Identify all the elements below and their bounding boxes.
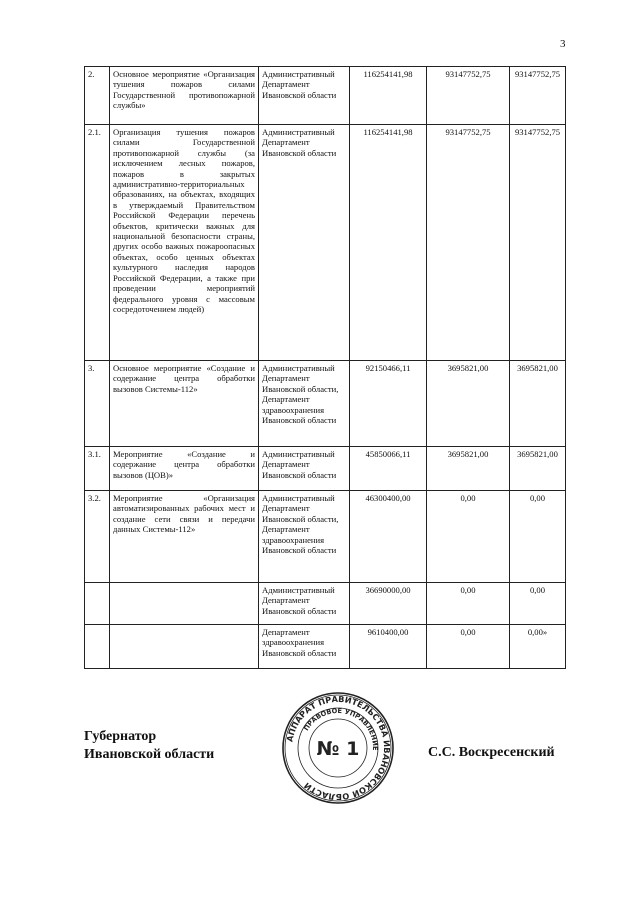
signatory-title-line-2: Ивановской области (84, 747, 215, 762)
row-executor: Административный Департамент Ивановской области, Департамент здравоохранения Ивановской области (259, 361, 350, 447)
row-value-3: 0,00» (510, 625, 566, 669)
row-number (85, 583, 110, 625)
row-value-2: 3695821,00 (427, 361, 510, 447)
table-row (85, 67, 566, 125)
row-value-3: 93147752,75 (510, 67, 566, 125)
table-row (85, 361, 566, 447)
row-number: 2. (85, 67, 110, 125)
row-value-2: 0,00 (427, 491, 510, 583)
row-name: Основное мероприятие «Создание и содержание центра обработки вызовов Системы-112» (110, 361, 259, 447)
row-name (110, 625, 259, 669)
row-executor: Административный Департамент Ивановской области, Департамент здравоохранения Ивановской области (259, 491, 350, 583)
row-name: Основное мероприятие «Организация тушения пожаров силами Государственной противопожарной службы» (110, 67, 259, 125)
signatory-title (84, 728, 214, 764)
table-row (85, 625, 566, 669)
row-value-3: 3695821,00 (510, 361, 566, 447)
table-row (85, 491, 566, 583)
row-number: 3.2. (85, 491, 110, 583)
row-number: 2.1. (85, 125, 110, 361)
official-stamp (281, 691, 395, 805)
row-name: Организация тушения пожаров силами Государственной противопожарной службы (за исключением лесных пожаров, пожаров в закрытых административно-территориальных образованиях, на объектах, входящих в утверждаемый Правительством Российской Федерации перечень объектов, критически важных для национальной безопасности страны, других особо важных пожароопасных объектах, особо ценных объектах культурного наследия народов Российской Федерации, а также при проведении мероприятий федерального уровня с массовым сосредоточением людей) (110, 125, 259, 361)
table-row (85, 125, 566, 361)
row-value-2: 0,00 (427, 583, 510, 625)
row-name: Мероприятие «Организация автоматизированных рабочих мест и создание сети связи и передачи данных Системы-112» (110, 491, 259, 583)
page-number: 3 (560, 38, 566, 50)
table-row (85, 583, 566, 625)
row-value-3: 0,00 (510, 491, 566, 583)
row-value-3: 0,00 (510, 583, 566, 625)
stamp-inner-text: ПРАВОВОЕ УПРАВЛЕНИЕ (302, 706, 380, 751)
row-number: 3. (85, 361, 110, 447)
row-number: 3.1. (85, 447, 110, 491)
row-executor: Административный Департамент Ивановской области (259, 125, 350, 361)
signatory-title-line-1: Губернатор (84, 729, 157, 744)
row-value-1: 36690000,00 (350, 583, 427, 625)
row-value-2: 93147752,75 (427, 67, 510, 125)
row-value-1: 92150466,11 (350, 361, 427, 447)
program-table (84, 66, 566, 669)
row-name (110, 583, 259, 625)
row-value-1: 45850066,11 (350, 447, 427, 491)
row-value-1: 46300400,00 (350, 491, 427, 583)
row-value-2: 0,00 (427, 625, 510, 669)
row-value-2: 93147752,75 (427, 125, 510, 361)
row-value-1: 9610400,00 (350, 625, 427, 669)
row-executor: Административный Департамент Ивановской области (259, 67, 350, 125)
row-value-1: 116254141,98 (350, 125, 427, 361)
stamp-center-number: № 1 (316, 738, 360, 760)
signatory-name: С.С. Воскресенский (428, 745, 555, 760)
table-row (85, 447, 566, 491)
row-executor: Департамент здравоохранения Ивановской области (259, 625, 350, 669)
row-value-2: 3695821,00 (427, 447, 510, 491)
row-number (85, 625, 110, 669)
row-name: Мероприятие «Создание и содержание центра обработки вызовов (ЦОВ)» (110, 447, 259, 491)
stamp-ring-text: АППАРАТ ПРАВИТЕЛЬСТВА ИВАНОВСКОЙ ОБЛАСТИ (284, 693, 393, 803)
row-executor: Административный Департамент Ивановской области (259, 583, 350, 625)
row-value-3: 93147752,75 (510, 125, 566, 361)
row-value-1: 116254141,98 (350, 67, 427, 125)
row-executor: Административный Департамент Ивановской области (259, 447, 350, 491)
row-value-3: 3695821,00 (510, 447, 566, 491)
